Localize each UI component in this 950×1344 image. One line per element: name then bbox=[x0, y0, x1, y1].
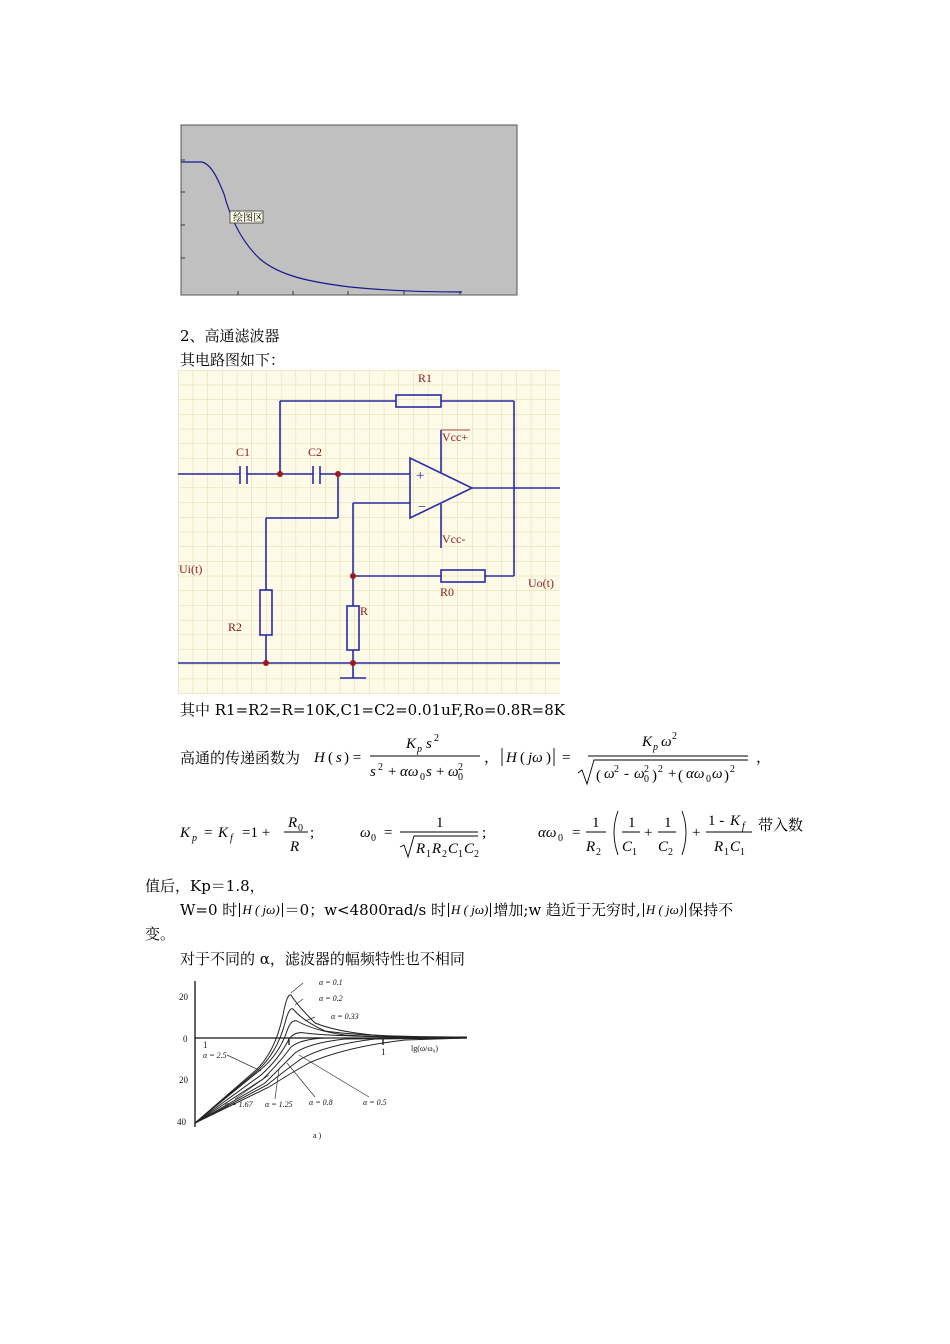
svg-text:0: 0 bbox=[458, 772, 463, 783]
svg-text:+: + bbox=[668, 766, 677, 782]
svg-text:2: 2 bbox=[378, 762, 383, 773]
y-tick: 20 bbox=[179, 992, 188, 1002]
svg-text:+: + bbox=[436, 764, 445, 780]
w-text-a: W=0 时 bbox=[180, 901, 238, 919]
svg-text:R: R bbox=[432, 841, 442, 857]
transfer-intro: 高通的传递函数为 bbox=[180, 749, 301, 767]
svg-text:ω: ω bbox=[448, 764, 459, 780]
svg-text:ω: ω bbox=[360, 825, 371, 841]
svg-text:0: 0 bbox=[371, 833, 376, 844]
svg-text:s: s bbox=[426, 736, 432, 752]
svg-text:0: 0 bbox=[706, 774, 711, 785]
svg-text:2: 2 bbox=[644, 764, 649, 775]
svg-text:(: ( bbox=[328, 750, 333, 766]
node-dot bbox=[335, 471, 341, 477]
label-r2: R2 bbox=[228, 620, 243, 634]
y-tick: 0 bbox=[183, 1034, 188, 1044]
svg-text:2: 2 bbox=[434, 733, 439, 744]
svg-text:+: + bbox=[644, 825, 653, 841]
svg-text:2: 2 bbox=[658, 764, 663, 775]
substitute-tail: 带入数 bbox=[758, 816, 804, 834]
svg-text:0: 0 bbox=[558, 833, 563, 844]
svg-text:C: C bbox=[464, 841, 475, 857]
label-r0: R0 bbox=[440, 585, 455, 599]
svg-text:(: ( bbox=[520, 750, 525, 766]
svg-text:C: C bbox=[448, 841, 459, 857]
svg-text:1: 1 bbox=[628, 815, 636, 831]
h-abs-3: H ( jω) bbox=[643, 903, 686, 917]
svg-text:，: ， bbox=[756, 750, 772, 766]
svg-text:αω: αω bbox=[400, 764, 419, 780]
kp-value-line: 值后，Kp＝1.8， bbox=[145, 877, 265, 895]
svg-text:(: ( bbox=[596, 768, 601, 784]
label-c2: C2 bbox=[308, 445, 323, 459]
svg-text:1: 1 bbox=[426, 849, 431, 860]
h-abs-1: H ( jω) bbox=[239, 903, 282, 917]
svg-text:s: s bbox=[336, 750, 342, 766]
svg-text:): ) bbox=[546, 750, 551, 766]
label-alpha-125: α = 1.25 bbox=[265, 1100, 293, 1109]
component-values: 其中 R1=R2=R=10K,C1=C2=0.01uF,Ro=0.8R=8K bbox=[180, 701, 565, 719]
svg-text:R: R bbox=[714, 839, 724, 855]
svg-text:αω: αω bbox=[686, 766, 705, 782]
svg-text:): ) bbox=[724, 768, 729, 784]
label-vcc-minus: Vcc- bbox=[442, 532, 466, 546]
x-axis-label: lg(ω/ω₀) bbox=[411, 1044, 439, 1053]
svg-text:(: ( bbox=[678, 768, 683, 784]
amplitude-frequency-chart bbox=[175, 975, 475, 1145]
svg-text:2: 2 bbox=[672, 731, 677, 742]
parameter-formulas bbox=[178, 805, 758, 863]
svg-text:+: + bbox=[692, 825, 701, 841]
svg-text:;: ; bbox=[310, 825, 315, 841]
svg-text:K: K bbox=[180, 825, 191, 841]
svg-text:K: K bbox=[406, 736, 417, 752]
label-alpha-01: α = 0.1 bbox=[319, 978, 343, 987]
svg-text:1: 1 bbox=[740, 847, 745, 858]
node-dot bbox=[263, 660, 269, 666]
svg-text:p: p bbox=[192, 833, 197, 844]
x-tick: 1 bbox=[203, 1040, 208, 1050]
label-c1: C1 bbox=[236, 445, 251, 459]
svg-text:=: = bbox=[384, 825, 393, 841]
w-text-d: 保持不 bbox=[688, 901, 734, 919]
svg-text:ω: ω bbox=[661, 734, 672, 750]
svg-text:=: = bbox=[204, 825, 213, 841]
alpha-line: 对于不同的 α，滤波器的幅频特性也不相同 bbox=[180, 950, 465, 968]
opamp-plus: + bbox=[416, 468, 425, 484]
svg-text:绘图区: 绘图区 bbox=[233, 213, 263, 224]
svg-text:2: 2 bbox=[458, 762, 463, 773]
svg-text:s: s bbox=[370, 764, 376, 780]
plot-area-tag bbox=[230, 211, 263, 224]
svg-text:+: + bbox=[388, 764, 397, 780]
svg-text:ω: ω bbox=[634, 766, 645, 782]
svg-text:H: H bbox=[506, 750, 517, 766]
w-behavior-line bbox=[180, 900, 733, 920]
label-ui: Ui(t) bbox=[179, 562, 203, 576]
svg-text:=: = bbox=[572, 825, 581, 841]
y-tick: 20 bbox=[179, 1075, 188, 1085]
node-dot bbox=[350, 660, 356, 666]
label-vcc-plus: Vcc+ bbox=[442, 430, 469, 444]
svg-text:2: 2 bbox=[442, 849, 447, 860]
label-uo: Uo(t) bbox=[528, 576, 554, 590]
svg-text:f: f bbox=[742, 821, 745, 832]
svg-text:1: 1 bbox=[632, 847, 637, 858]
svg-text:s: s bbox=[426, 764, 432, 780]
label-alpha-167: α = 1.67 bbox=[225, 1100, 253, 1109]
svg-text:0: 0 bbox=[644, 774, 649, 785]
response-chart-1 bbox=[180, 124, 520, 299]
chart-caption: a ) bbox=[313, 1131, 322, 1140]
svg-text:R: R bbox=[290, 839, 300, 855]
svg-text:): ) bbox=[652, 768, 657, 784]
svg-text:C: C bbox=[730, 839, 741, 855]
svg-text:=: = bbox=[562, 750, 571, 766]
opamp-minus: − bbox=[418, 500, 426, 515]
svg-text:1 -: 1 - bbox=[708, 813, 725, 829]
node-dot bbox=[277, 471, 283, 477]
label-alpha-02: α = 0.2 bbox=[319, 994, 343, 1003]
svg-text:ω: ω bbox=[604, 766, 615, 782]
svg-text:=1 +: =1 + bbox=[242, 825, 271, 841]
label-alpha-033: α = 0.33 bbox=[331, 1012, 359, 1021]
y-tick: 40 bbox=[177, 1117, 186, 1127]
x-tick: 1 bbox=[381, 1047, 386, 1057]
w-text-b: ＝0；w<4800rad/s 时 bbox=[284, 901, 447, 919]
plot-area bbox=[181, 125, 517, 295]
svg-text:) =: ) = bbox=[344, 750, 362, 766]
svg-text:C: C bbox=[658, 839, 669, 855]
svg-text:2: 2 bbox=[668, 847, 673, 858]
svg-text:R: R bbox=[586, 839, 596, 855]
svg-text:R: R bbox=[416, 841, 426, 857]
svg-text:K: K bbox=[642, 734, 653, 750]
svg-text:2: 2 bbox=[730, 764, 735, 775]
svg-text:p: p bbox=[653, 742, 658, 753]
svg-text:1: 1 bbox=[664, 815, 672, 831]
svg-text:ω: ω bbox=[712, 766, 723, 782]
svg-text:f: f bbox=[230, 833, 233, 844]
svg-text:2: 2 bbox=[614, 764, 619, 775]
highpass-circuit bbox=[178, 370, 560, 694]
svg-text:1: 1 bbox=[724, 847, 729, 858]
svg-text:，: ， bbox=[484, 750, 500, 766]
svg-text:jω: jω bbox=[528, 750, 543, 766]
svg-text:2: 2 bbox=[596, 847, 601, 858]
svg-text:0: 0 bbox=[298, 823, 303, 834]
svg-text:K: K bbox=[218, 825, 229, 841]
transfer-function-formula bbox=[312, 728, 772, 788]
svg-text:;: ; bbox=[482, 825, 487, 841]
label-alpha-25: α = 2.5 bbox=[203, 1051, 227, 1060]
w-text-c: 增加;w 趋近于无穷时, bbox=[493, 901, 641, 919]
svg-text:1: 1 bbox=[592, 815, 600, 831]
section-title: 2、高通滤波器 bbox=[180, 327, 280, 345]
svg-text:p: p bbox=[417, 744, 422, 755]
svg-text:C: C bbox=[622, 839, 633, 855]
label-r1: R1 bbox=[418, 371, 433, 385]
w-behavior-line-end: 变。 bbox=[145, 925, 176, 943]
svg-text:K: K bbox=[730, 813, 741, 829]
label-alpha-08: α = 0.8 bbox=[309, 1098, 333, 1107]
svg-text:H: H bbox=[314, 750, 325, 766]
svg-text:1: 1 bbox=[458, 849, 463, 860]
circuit-intro: 其电路图如下： bbox=[180, 351, 286, 369]
label-r: R bbox=[360, 604, 369, 618]
svg-text:2: 2 bbox=[474, 849, 479, 860]
svg-text:αω: αω bbox=[538, 825, 557, 841]
svg-text:-: - bbox=[624, 766, 629, 782]
h-abs-2: H ( jω) bbox=[448, 903, 491, 917]
label-alpha-05: α = 0.5 bbox=[363, 1098, 387, 1107]
node-dot bbox=[350, 573, 356, 579]
svg-text:R: R bbox=[288, 815, 298, 831]
svg-text:1: 1 bbox=[436, 815, 444, 831]
svg-text:0: 0 bbox=[420, 772, 425, 783]
